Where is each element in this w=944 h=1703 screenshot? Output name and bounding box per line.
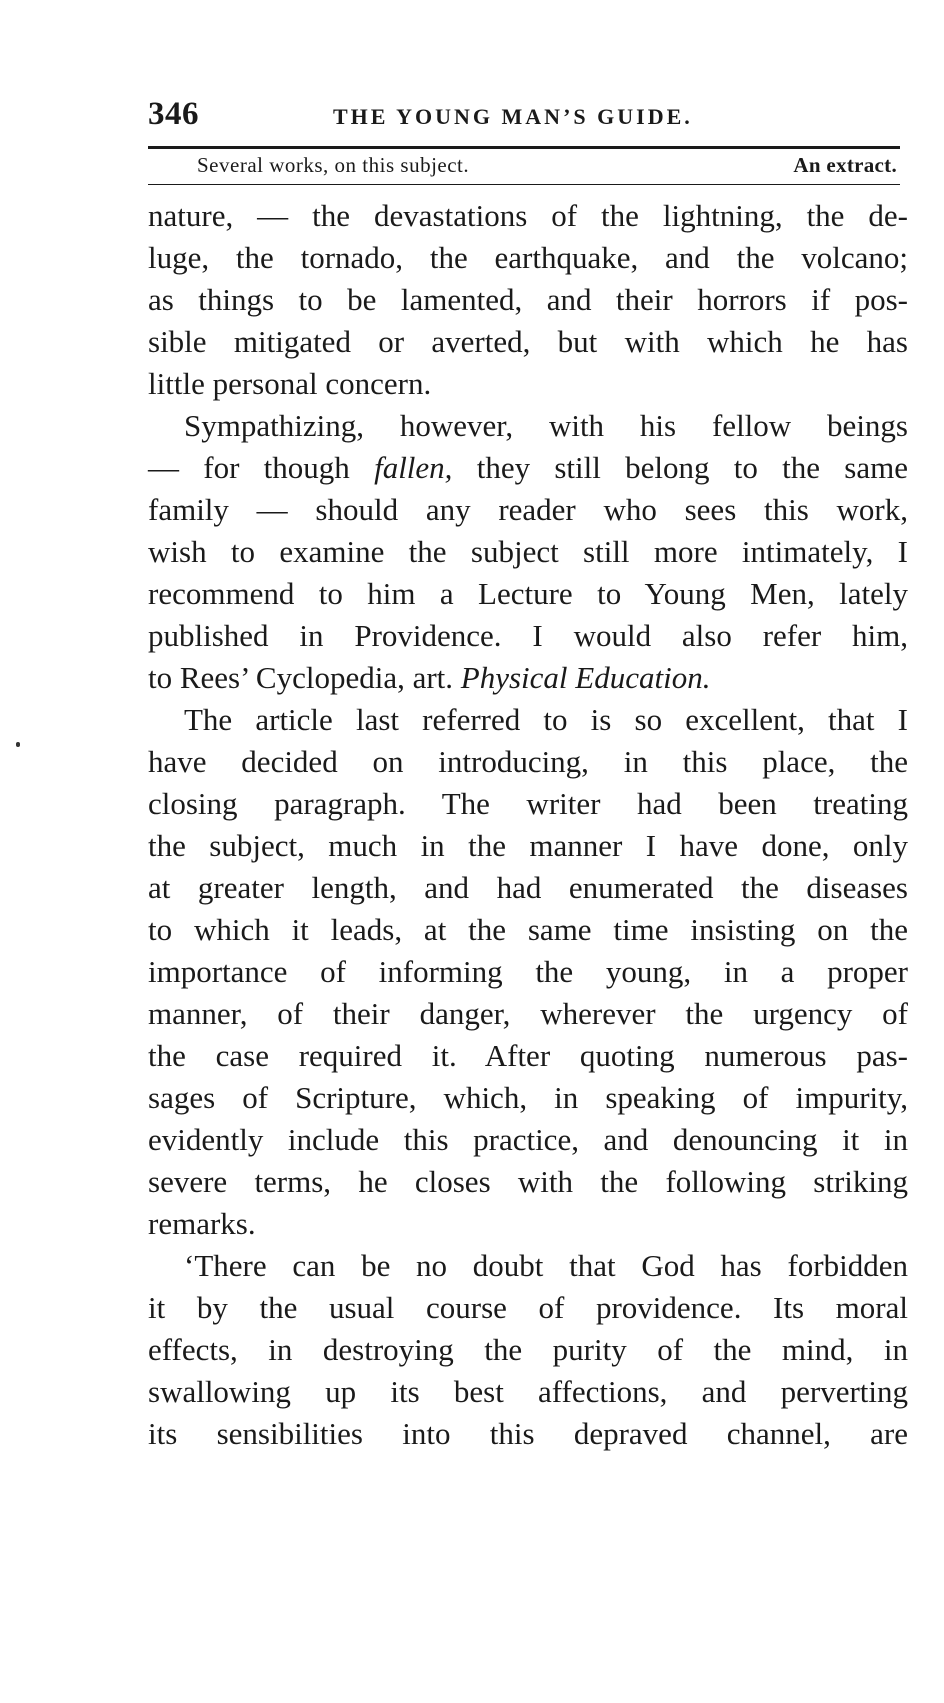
text-line: remarks. [148, 1206, 256, 1241]
header-rule-bottom [148, 184, 900, 185]
text-line: recommend to him a Lecture to Young Men, lately [148, 576, 908, 611]
paragraph-3 [148, 699, 908, 1245]
text-line: effects, in destroying the purity of the mind, in [148, 1332, 908, 1367]
header-rule-top [148, 146, 900, 149]
text-line [148, 657, 908, 699]
text-line [148, 447, 908, 489]
paragraph-2 [148, 405, 908, 699]
text-line: at greater length, and had enumerated the diseases [148, 870, 908, 905]
text-line: wish to examine the subject still more intimately, I [148, 534, 908, 569]
running-head [148, 96, 900, 140]
text-line: family — should any reader who sees this work, [148, 492, 908, 527]
text-line: the case required it. After quoting numerous pas- [148, 1038, 908, 1073]
body-text [148, 195, 908, 1455]
paragraph-4 [148, 1245, 908, 1455]
text-line: as things to be lamented, and their horrors if pos- [148, 282, 908, 317]
text-line: sages of Scripture, which, in speaking of impurity, [148, 1080, 908, 1115]
text-line: severe terms, he closes with the following striking [148, 1164, 908, 1199]
text-line: published in Providence. I would also refer him, [148, 618, 908, 653]
text-line: swallowing up its best affections, and perverting [148, 1374, 908, 1409]
ink-speck [16, 742, 20, 747]
italic-title: Physical Education. [460, 660, 711, 695]
italic-word: fallen, [374, 450, 453, 485]
text-line: manner, of their danger, wherever the urgency of [148, 996, 908, 1031]
text-run: to Rees’ Cyclopedia, art. [148, 660, 461, 695]
text-line: sible mitigated or averted, but with which he has [148, 324, 908, 359]
text-line: evidently include this practice, and denouncing it in [148, 1122, 908, 1157]
text-line: nature, — the devastations of the lightning, the de- [148, 198, 908, 233]
text-line: importance of informing the young, in a proper [148, 954, 908, 989]
text-run: they still belong to the same [452, 450, 908, 485]
text-line: the subject, much in the manner I have done, only [148, 828, 908, 863]
subhead-left: Several works, on this subject. [197, 153, 470, 177]
text-line: it by the usual course of providence. Its moral [148, 1290, 908, 1325]
text-line: ‘There can be no doubt that God has forbidden [184, 1248, 908, 1283]
running-title: THE YOUNG MAN’S GUIDE. [333, 104, 693, 129]
text-line: to which it leads, at the same time insisting on the [148, 912, 908, 947]
text-line: luge, the tornado, the earthquake, and the volcano; [148, 240, 908, 275]
subhead-right: An extract. [793, 153, 897, 177]
text-line: have decided on introducing, in this place, the [148, 744, 908, 779]
text-line: little personal concern. [148, 366, 432, 401]
text-line: The article last referred to is so excellent, that I [184, 702, 908, 737]
page-number: 346 [148, 96, 199, 132]
text-line: Sympathizing, however, with his fellow beings [184, 408, 908, 443]
text-line: closing paragraph. The writer had been treating [148, 786, 908, 821]
paragraph-1 [148, 195, 908, 405]
text-line: its sensibilities into this depraved channel, are [148, 1416, 908, 1451]
text-run: — for though [148, 450, 375, 485]
